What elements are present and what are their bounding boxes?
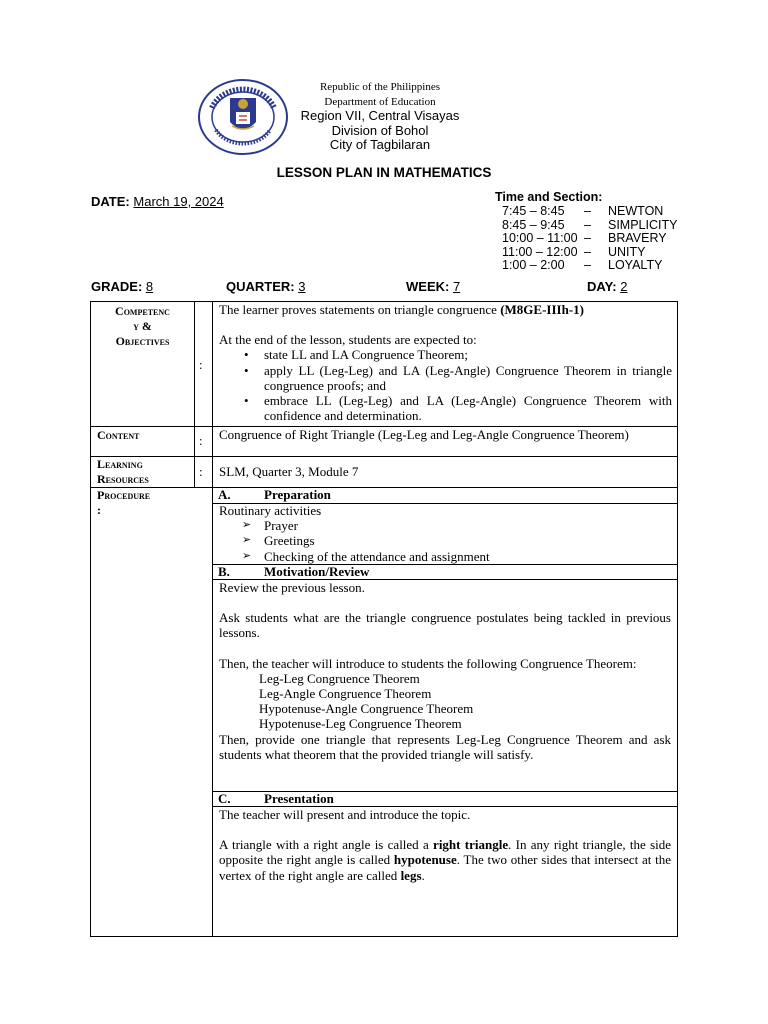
header-republic: Republic of the Philippines [319, 81, 441, 93]
content-label: Content [97, 428, 140, 442]
section-c-title: Presentation [264, 791, 334, 806]
schedule-section: UNITY [608, 244, 646, 259]
schedule-section: BRAVERY [608, 231, 667, 246]
time-and-section [495, 190, 677, 273]
grade-value: 8 [145, 279, 154, 294]
schedule-dash: – [584, 231, 591, 246]
schedule-row [502, 205, 677, 219]
schedule-row [502, 232, 677, 246]
routinary-list [219, 518, 672, 564]
quarter-value: 3 [298, 279, 306, 294]
header-department: Department of Education [324, 95, 436, 108]
objective-item: • state LL and LA Congruence Theorem; [244, 347, 468, 363]
content-colon: : [199, 433, 203, 448]
resources-text: SLM, Quarter 3, Module 7 [219, 464, 359, 479]
competency-label: Competenc y & Objectives [115, 304, 170, 348]
competency-cell [219, 302, 672, 423]
date-value: March 19, 2024 [133, 194, 224, 209]
day-field [587, 279, 627, 294]
section-a-body [219, 503, 672, 564]
section-b-title: Motivation/Review [264, 564, 370, 579]
deped-seal-logo [196, 78, 290, 156]
week-field [406, 279, 460, 294]
routinary-item: ➢ Greetings [242, 533, 315, 549]
section-c-body [219, 807, 671, 883]
grade-field [91, 279, 153, 294]
theorem-item: Leg-Angle Congruence Theorem [259, 686, 432, 702]
schedule-row [502, 246, 677, 260]
resources-colon: : [199, 464, 203, 479]
quarter-label: QUARTER: [226, 279, 295, 294]
section-b-letter: B. [218, 564, 230, 579]
schedule-dash: – [584, 244, 591, 259]
section-c-letter: C. [218, 791, 231, 806]
objectives-list [219, 347, 672, 423]
header-city: City of Tagbilaran [329, 137, 431, 152]
then-provide-text: Then, provide one triangle that represents Leg-Leg Congruence Theorem and ask students what theorem that the provided triangle will satisfy. [219, 731, 671, 762]
schedule-dash: – [584, 204, 591, 218]
day-label: DAY: [587, 279, 617, 294]
resources-label: Learning Resources [97, 457, 149, 486]
schedule-row [502, 219, 677, 233]
section-a-letter: A. [218, 487, 231, 502]
schedule-section: NEWTON [608, 204, 664, 218]
competency-statement: The learner proves statements on triangle congruence (M8GE-IIIh-1) [219, 302, 584, 317]
day-value: 2 [620, 279, 628, 294]
objective-item: • embrace LL (Leg-Leg) and LA (Leg-Angle) Congruence Theorem with confidence and determination. [244, 393, 672, 424]
routinary-item: ➢ Prayer [242, 518, 298, 534]
schedule-time: 8:45 – 9:45 [502, 217, 565, 232]
present-text: The teacher will present and introduce the topic. [219, 807, 471, 822]
document-title: LESSON PLAN IN MATHEMATICS [276, 165, 492, 180]
routinary-heading: Routinary activities [219, 503, 322, 518]
then-intro-text: Then, the teacher will introduce to students the following Congruence Theorem: [219, 655, 637, 671]
lesson-plan-table [90, 301, 678, 937]
schedule-row [502, 259, 677, 273]
ask-text: Ask students what are the triangle congruence postulates being tackled in previous lessons. [219, 610, 671, 641]
objective-item: • apply LL (Leg-Leg) and LA (Leg-Angle) Congruence Theorem in triangle congruence proofs; and [244, 362, 672, 393]
schedule-time: 7:45 – 8:45 [502, 204, 565, 218]
theorem-item: Hypotenuse-Leg Congruence Theorem [259, 716, 462, 732]
schedule-time: 10:00 – 11:00 [502, 231, 578, 246]
procedure-label: Procedure : [97, 488, 151, 517]
quarter-field [226, 279, 305, 294]
right-triangle-paragraph: A triangle with a right angle is called a right triangle. In any right triangle, the side opposite the right angle is called hypotenuse. The two other sides that intersect at the vertex of the right angle are called legs. [219, 837, 672, 883]
date-label: DATE: [91, 194, 130, 209]
objectives-intro: At the end of the lesson, students are expected to: [219, 332, 477, 348]
schedule-dash: – [584, 258, 591, 273]
review-text: Review the previous lesson. [219, 580, 365, 595]
competency-colon: : [199, 357, 203, 372]
week-label: WEEK: [406, 279, 450, 294]
grade-quarter-week-day [91, 279, 651, 295]
schedule-dash: – [584, 217, 591, 232]
section-a-title: Preparation [264, 487, 331, 502]
header-division: Division of Bohol [331, 122, 429, 138]
routinary-item: ➢ Checking of the attendance and assignment [242, 548, 490, 564]
schedule-time: 1:00 – 2:00 [502, 258, 565, 273]
theorem-list [219, 671, 671, 732]
schedule-section: SIMPLICITY [608, 217, 678, 232]
schedule-time: 11:00 – 12:00 [502, 244, 578, 259]
content-text: Congruence of Right Triangle (Leg-Leg and Leg-Angle Congruence Theorem) [219, 427, 629, 442]
week-value: 7 [452, 279, 461, 294]
header-block [290, 80, 470, 153]
header-region: Region VII, Central Visayas [300, 108, 460, 123]
grade-label: GRADE: [91, 279, 143, 294]
theorem-item: Leg-Leg Congruence Theorem [259, 670, 420, 686]
date-line [91, 194, 224, 209]
theorem-item: Hypotenuse-Angle Congruence Theorem [259, 701, 474, 717]
section-b-body [219, 580, 671, 762]
schedule-section: LOYALTY [608, 258, 663, 273]
time-section-title: Time and Section: [495, 190, 603, 204]
